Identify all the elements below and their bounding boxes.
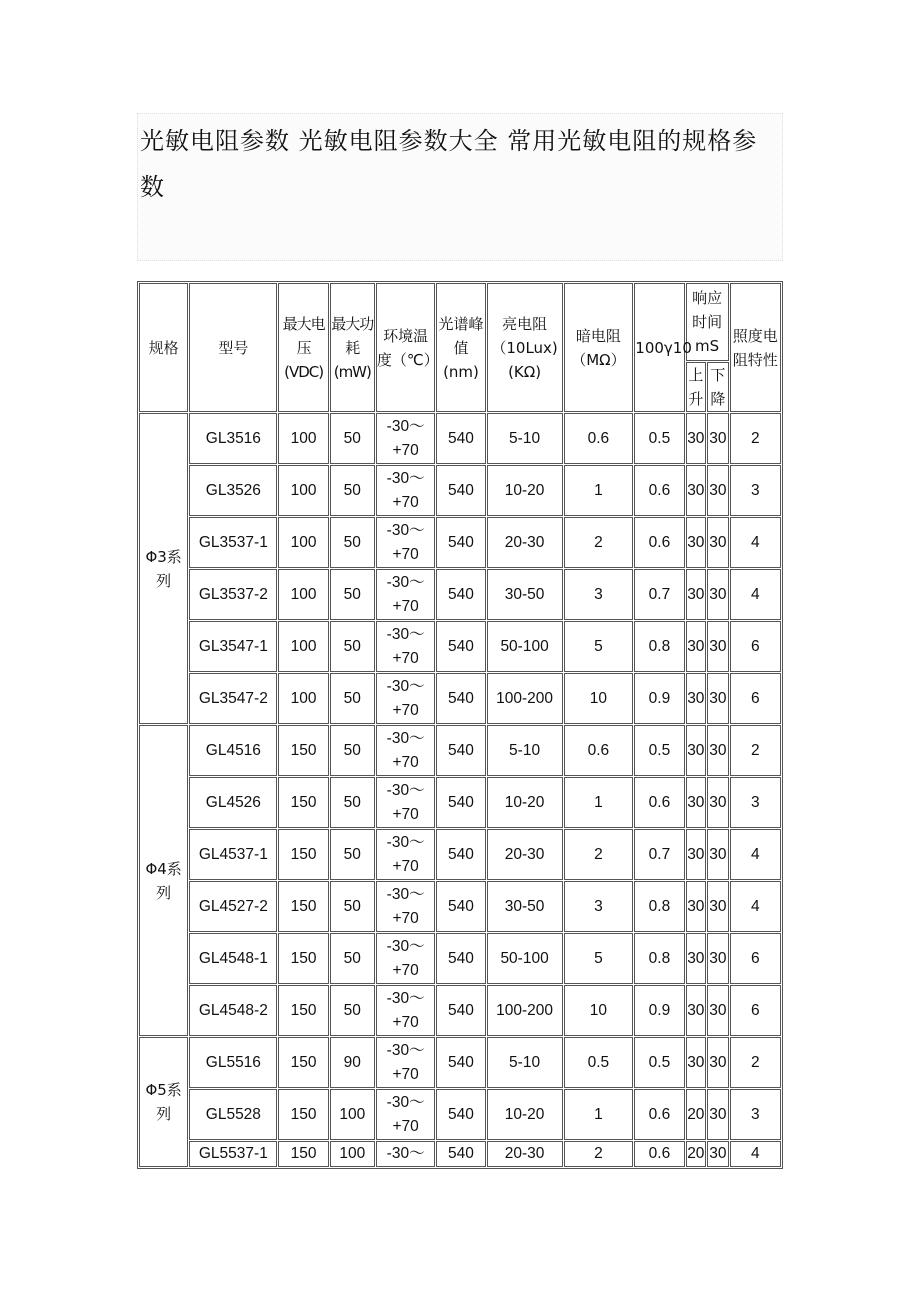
cell-fall: 30 bbox=[707, 465, 729, 516]
title-box bbox=[137, 113, 783, 261]
cell-char: 2 bbox=[730, 413, 781, 464]
table-row bbox=[139, 881, 781, 932]
cell-temp: -30～+70 bbox=[376, 413, 436, 464]
cell-light: 5-10 bbox=[487, 725, 563, 776]
cell-dark: 1 bbox=[564, 1089, 634, 1140]
cell-peak: 540 bbox=[436, 517, 485, 568]
cell-fall: 30 bbox=[707, 1089, 729, 1140]
cell-gamma: 0.5 bbox=[634, 1037, 684, 1088]
cell-char: 6 bbox=[730, 985, 781, 1036]
cell-power: 50 bbox=[330, 829, 375, 880]
cell-model: GL3537-1 bbox=[189, 517, 277, 568]
cell-rise: 30 bbox=[686, 777, 707, 828]
cell-dark: 2 bbox=[564, 829, 634, 880]
cell-char: 4 bbox=[730, 517, 781, 568]
cell-power: 50 bbox=[330, 465, 375, 516]
table-row bbox=[139, 985, 781, 1036]
cell-voltage: 100 bbox=[278, 413, 328, 464]
header-max-power: 最大功耗(mW) bbox=[330, 283, 375, 412]
cell-fall: 30 bbox=[707, 777, 729, 828]
cell-gamma: 0.9 bbox=[634, 985, 684, 1036]
cell-power: 50 bbox=[330, 621, 375, 672]
cell-peak: 540 bbox=[436, 933, 485, 984]
cell-light: 10-20 bbox=[487, 465, 563, 516]
cell-peak: 540 bbox=[436, 1141, 485, 1167]
cell-fall: 30 bbox=[707, 1141, 729, 1167]
cell-peak: 540 bbox=[436, 725, 485, 776]
cell-power: 100 bbox=[330, 1089, 375, 1140]
cell-char: 2 bbox=[730, 725, 781, 776]
cell-model: GL4516 bbox=[189, 725, 277, 776]
cell-dark: 10 bbox=[564, 985, 634, 1036]
table-row bbox=[139, 621, 781, 672]
table-row bbox=[139, 465, 781, 516]
header-ambient-temp: 环境温度（℃） bbox=[376, 283, 436, 412]
cell-peak: 540 bbox=[436, 413, 485, 464]
group-label: Φ5系列 bbox=[139, 1037, 188, 1167]
cell-rise: 30 bbox=[686, 1037, 707, 1088]
cell-fall: 30 bbox=[707, 673, 729, 724]
cell-temp: -30～+70 bbox=[376, 1089, 436, 1140]
cell-fall: 30 bbox=[707, 621, 729, 672]
cell-fall: 30 bbox=[707, 1037, 729, 1088]
cell-voltage: 100 bbox=[278, 569, 328, 620]
cell-dark: 1 bbox=[564, 465, 634, 516]
cell-light: 30-50 bbox=[487, 569, 563, 620]
header-fall: 下降 bbox=[707, 362, 729, 412]
cell-dark: 0.6 bbox=[564, 413, 634, 464]
table-row bbox=[139, 725, 781, 776]
cell-gamma: 0.7 bbox=[634, 829, 684, 880]
cell-rise: 30 bbox=[686, 725, 707, 776]
cell-peak: 540 bbox=[436, 1037, 485, 1088]
cell-peak: 540 bbox=[436, 621, 485, 672]
cell-light: 10-20 bbox=[487, 1089, 563, 1140]
header-rise: 上升 bbox=[686, 362, 707, 412]
cell-peak: 540 bbox=[436, 465, 485, 516]
cell-rise: 20 bbox=[686, 1089, 707, 1140]
cell-peak: 540 bbox=[436, 985, 485, 1036]
cell-temp: -30～+70 bbox=[376, 933, 436, 984]
cell-voltage: 150 bbox=[278, 725, 328, 776]
table-row bbox=[139, 569, 781, 620]
cell-temp: -30～+70 bbox=[376, 673, 436, 724]
cell-power: 50 bbox=[330, 517, 375, 568]
cell-char: 4 bbox=[730, 1141, 781, 1167]
page-title: 光敏电阻参数 光敏电阻参数大全 常用光敏电阻的规格参数 bbox=[140, 127, 758, 201]
cell-model: GL4537-1 bbox=[189, 829, 277, 880]
cell-voltage: 150 bbox=[278, 933, 328, 984]
cell-power: 50 bbox=[330, 777, 375, 828]
cell-model: GL3547-2 bbox=[189, 673, 277, 724]
cell-char: 2 bbox=[730, 1037, 781, 1088]
cell-power: 50 bbox=[330, 673, 375, 724]
cell-fall: 30 bbox=[707, 517, 729, 568]
cell-temp: -30～+70 bbox=[376, 465, 436, 516]
cell-dark: 2 bbox=[564, 517, 634, 568]
cell-gamma: 0.8 bbox=[634, 881, 684, 932]
cell-voltage: 150 bbox=[278, 985, 328, 1036]
cell-peak: 540 bbox=[436, 777, 485, 828]
cell-rise: 30 bbox=[686, 465, 707, 516]
cell-power: 50 bbox=[330, 413, 375, 464]
cell-gamma: 0.5 bbox=[634, 413, 684, 464]
cell-fall: 30 bbox=[707, 985, 729, 1036]
cell-voltage: 150 bbox=[278, 777, 328, 828]
cell-power: 50 bbox=[330, 725, 375, 776]
cell-temp: -30～+70 bbox=[376, 569, 436, 620]
cell-gamma: 0.5 bbox=[634, 725, 684, 776]
cell-dark: 10 bbox=[564, 673, 634, 724]
spec-table bbox=[137, 281, 783, 1169]
cell-dark: 0.6 bbox=[564, 725, 634, 776]
cell-light: 5-10 bbox=[487, 413, 563, 464]
cell-temp: -30～+70 bbox=[376, 985, 436, 1036]
cell-temp: -30～ bbox=[376, 1141, 436, 1167]
cell-dark: 5 bbox=[564, 621, 634, 672]
cell-model: GL4548-2 bbox=[189, 985, 277, 1036]
cell-temp: -30～+70 bbox=[376, 777, 436, 828]
cell-peak: 540 bbox=[436, 673, 485, 724]
cell-power: 50 bbox=[330, 569, 375, 620]
cell-rise: 30 bbox=[686, 569, 707, 620]
cell-temp: -30～+70 bbox=[376, 829, 436, 880]
cell-power: 100 bbox=[330, 1141, 375, 1167]
cell-gamma: 0.8 bbox=[634, 933, 684, 984]
cell-light: 100-200 bbox=[487, 985, 563, 1036]
cell-light: 5-10 bbox=[487, 1037, 563, 1088]
table-row bbox=[139, 1141, 781, 1167]
cell-rise: 30 bbox=[686, 517, 707, 568]
cell-fall: 30 bbox=[707, 829, 729, 880]
cell-model: GL5528 bbox=[189, 1089, 277, 1140]
cell-light: 10-20 bbox=[487, 777, 563, 828]
cell-light: 20-30 bbox=[487, 829, 563, 880]
table-row bbox=[139, 517, 781, 568]
cell-dark: 3 bbox=[564, 881, 634, 932]
cell-model: GL5516 bbox=[189, 1037, 277, 1088]
cell-model: GL4526 bbox=[189, 777, 277, 828]
cell-power: 50 bbox=[330, 933, 375, 984]
cell-power: 50 bbox=[330, 881, 375, 932]
header-light-resistance: 亮电阻（10Lux)(KΩ) bbox=[487, 283, 563, 412]
cell-light: 20-30 bbox=[487, 517, 563, 568]
cell-fall: 30 bbox=[707, 881, 729, 932]
header-model: 型号 bbox=[189, 283, 277, 412]
cell-gamma: 0.8 bbox=[634, 621, 684, 672]
table-row bbox=[139, 777, 781, 828]
header-max-voltage: 最大电压(VDC) bbox=[278, 283, 328, 412]
header-gamma: 100γ10 bbox=[634, 283, 684, 412]
cell-peak: 540 bbox=[436, 829, 485, 880]
cell-rise: 30 bbox=[686, 933, 707, 984]
cell-rise: 30 bbox=[686, 673, 707, 724]
cell-model: GL4548-1 bbox=[189, 933, 277, 984]
cell-rise: 30 bbox=[686, 985, 707, 1036]
cell-voltage: 100 bbox=[278, 621, 328, 672]
header-response-time: 响应时间mS bbox=[686, 283, 729, 361]
cell-temp: -30～+70 bbox=[376, 881, 436, 932]
cell-peak: 540 bbox=[436, 569, 485, 620]
cell-dark: 2 bbox=[564, 1141, 634, 1167]
cell-model: GL3526 bbox=[189, 465, 277, 516]
table-row bbox=[139, 829, 781, 880]
cell-light: 50-100 bbox=[487, 933, 563, 984]
cell-char: 4 bbox=[730, 829, 781, 880]
cell-char: 6 bbox=[730, 673, 781, 724]
group-label: Φ3系列 bbox=[139, 413, 188, 724]
cell-voltage: 100 bbox=[278, 517, 328, 568]
cell-model: GL3547-1 bbox=[189, 621, 277, 672]
cell-light: 100-200 bbox=[487, 673, 563, 724]
cell-temp: -30～+70 bbox=[376, 517, 436, 568]
cell-gamma: 0.6 bbox=[634, 1089, 684, 1140]
cell-rise: 30 bbox=[686, 413, 707, 464]
table-row bbox=[139, 413, 781, 464]
cell-fall: 30 bbox=[707, 725, 729, 776]
cell-rise: 30 bbox=[686, 881, 707, 932]
cell-temp: -30～+70 bbox=[376, 1037, 436, 1088]
cell-gamma: 0.6 bbox=[634, 517, 684, 568]
table-body bbox=[139, 413, 781, 1167]
table-row bbox=[139, 1037, 781, 1088]
cell-light: 30-50 bbox=[487, 881, 563, 932]
cell-char: 6 bbox=[730, 621, 781, 672]
header-spec: 规格 bbox=[139, 283, 188, 412]
cell-power: 50 bbox=[330, 985, 375, 1036]
cell-char: 3 bbox=[730, 465, 781, 516]
table-row bbox=[139, 933, 781, 984]
cell-dark: 0.5 bbox=[564, 1037, 634, 1088]
cell-voltage: 150 bbox=[278, 881, 328, 932]
cell-peak: 540 bbox=[436, 1089, 485, 1140]
cell-gamma: 0.9 bbox=[634, 673, 684, 724]
cell-voltage: 100 bbox=[278, 465, 328, 516]
cell-fall: 30 bbox=[707, 413, 729, 464]
cell-model: GL3516 bbox=[189, 413, 277, 464]
cell-voltage: 100 bbox=[278, 673, 328, 724]
table-row bbox=[139, 673, 781, 724]
cell-fall: 30 bbox=[707, 569, 729, 620]
table-row bbox=[139, 1089, 781, 1140]
header-illuminance-char: 照度电阻特性 bbox=[730, 283, 781, 412]
cell-char: 6 bbox=[730, 933, 781, 984]
cell-gamma: 0.6 bbox=[634, 1141, 684, 1167]
cell-voltage: 150 bbox=[278, 1037, 328, 1088]
cell-char: 4 bbox=[730, 569, 781, 620]
cell-power: 90 bbox=[330, 1037, 375, 1088]
cell-model: GL4527-2 bbox=[189, 881, 277, 932]
group-label: Φ4系列 bbox=[139, 725, 188, 1036]
cell-peak: 540 bbox=[436, 881, 485, 932]
cell-fall: 30 bbox=[707, 933, 729, 984]
cell-gamma: 0.6 bbox=[634, 465, 684, 516]
cell-model: GL3537-2 bbox=[189, 569, 277, 620]
cell-rise: 30 bbox=[686, 829, 707, 880]
cell-char: 3 bbox=[730, 777, 781, 828]
cell-dark: 5 bbox=[564, 933, 634, 984]
cell-gamma: 0.6 bbox=[634, 777, 684, 828]
cell-char: 4 bbox=[730, 881, 781, 932]
cell-rise: 20 bbox=[686, 1141, 707, 1167]
cell-dark: 3 bbox=[564, 569, 634, 620]
header-spectral-peak: 光谱峰值(nm) bbox=[436, 283, 485, 412]
cell-gamma: 0.7 bbox=[634, 569, 684, 620]
cell-rise: 30 bbox=[686, 621, 707, 672]
cell-temp: -30～+70 bbox=[376, 621, 436, 672]
cell-voltage: 150 bbox=[278, 1089, 328, 1140]
cell-temp: -30～+70 bbox=[376, 725, 436, 776]
cell-light: 20-30 bbox=[487, 1141, 563, 1167]
cell-light: 50-100 bbox=[487, 621, 563, 672]
cell-model: GL5537-1 bbox=[189, 1141, 277, 1167]
cell-voltage: 150 bbox=[278, 829, 328, 880]
cell-char: 3 bbox=[730, 1089, 781, 1140]
cell-voltage: 150 bbox=[278, 1141, 328, 1167]
cell-dark: 1 bbox=[564, 777, 634, 828]
header-dark-resistance: 暗电阻（MΩ） bbox=[564, 283, 634, 412]
